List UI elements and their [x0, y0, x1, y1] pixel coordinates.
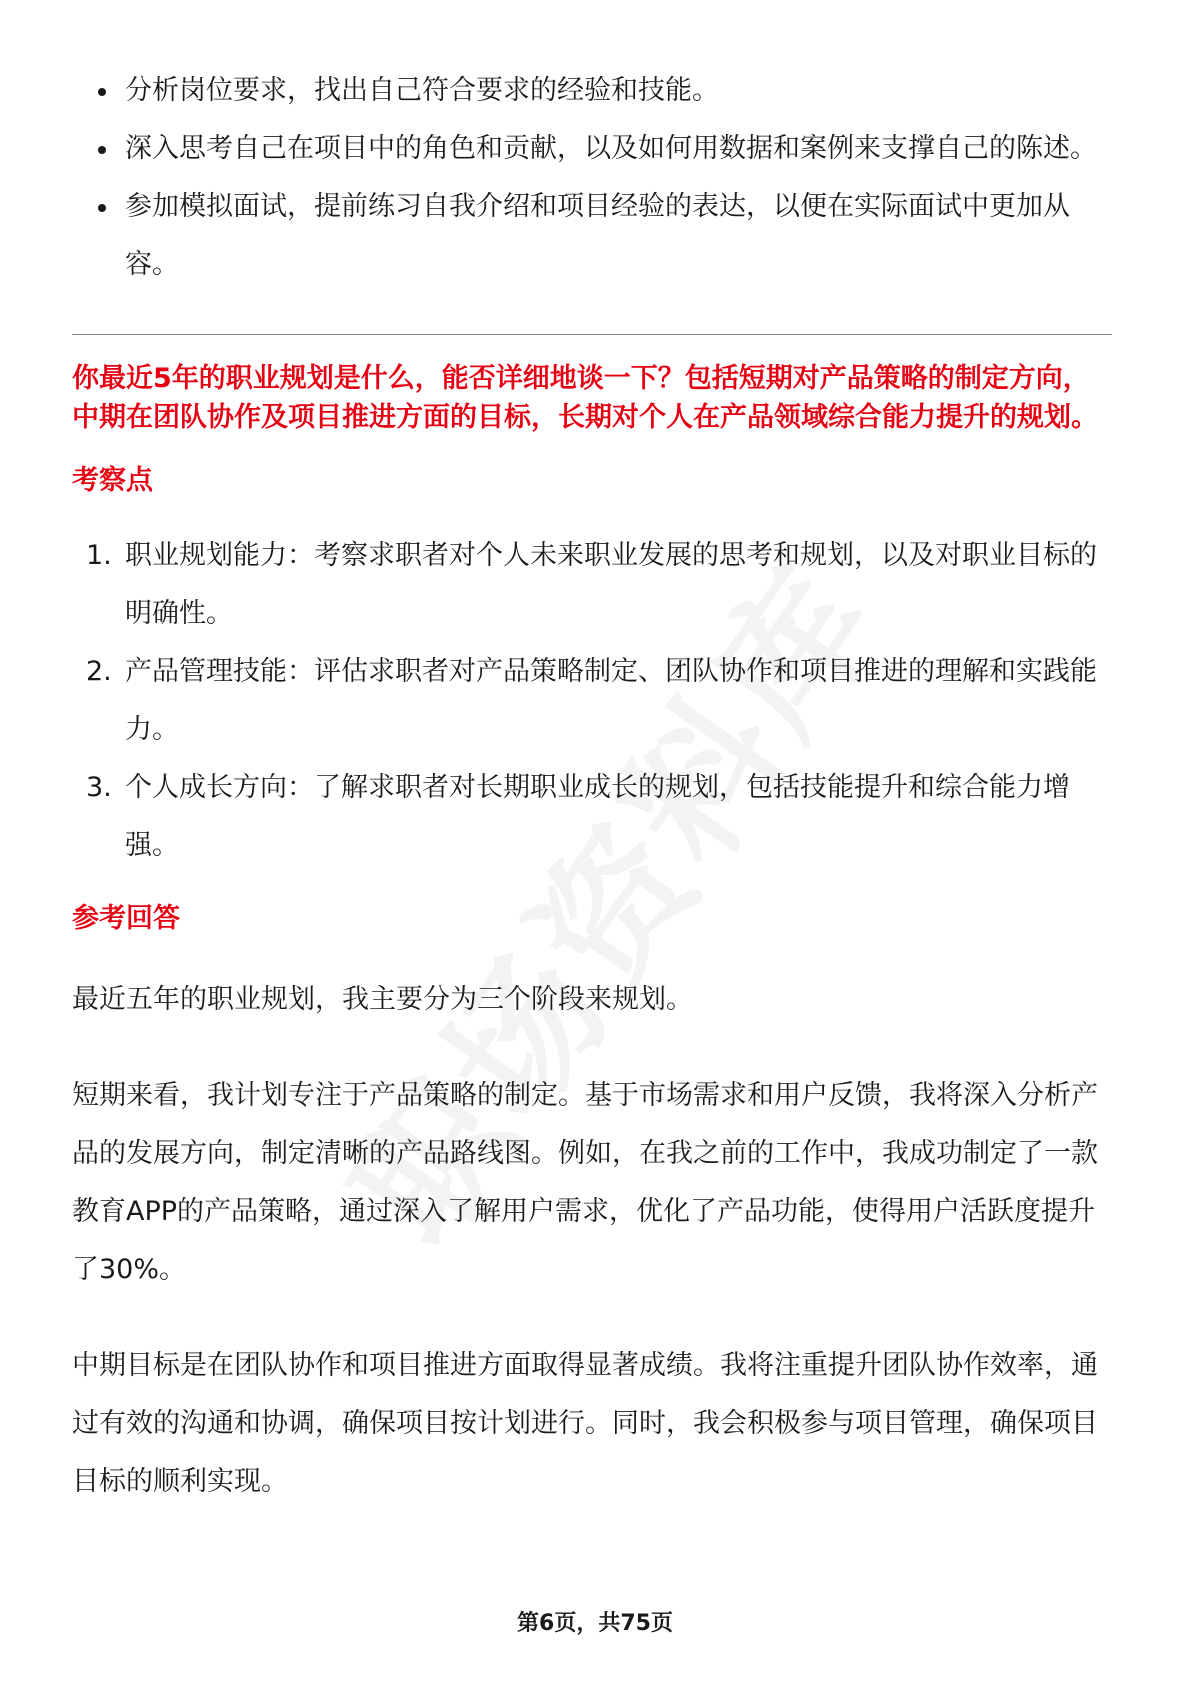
list-item: 深入思考自己在项目中的角色和贡献，以及如何用数据和案例来支撑自己的陈述。 — [72, 120, 1112, 178]
list-number: 3. — [86, 772, 112, 803]
section-divider — [72, 334, 1112, 335]
list-number: 2. — [86, 656, 112, 687]
answer-paragraph: 中期目标是在团队协作和项目推进方面取得显著成绩。我将注重提升团队协作效率，通过有效的沟通和协调，确保项目按计划进行。同时，我会积极参与项目管理，确保项目目标的顺利实现。 — [72, 1350, 1098, 1497]
list-item-text: 个人成长方向：了解求职者对长期职业成长的规划，包括技能提升和综合能力增强。 — [125, 772, 1070, 861]
list-item: 分析岗位要求，找出自己符合要求的经验和技能。 — [72, 62, 1112, 120]
list-item-text: 职业规划能力：考察求职者对个人未来职业发展的思考和规划，以及对职业目标的明确性。 — [125, 540, 1097, 629]
focus-heading: 考察点 — [72, 465, 153, 496]
answer-paragraph: 最近五年的职业规划，我主要分为三个阶段来规划。 — [72, 984, 693, 1015]
answer-paragraph: 短期来看，我计划专注于产品策略的制定。基于市场需求和用户反馈，我将深入分析产品的发展方向，制定清晰的产品路线图。例如，在我之前的工作中，我成功制定了一款教育APP的产品策略，通过深入了解用户需求，优化了产品功能，使得用户活跃度提升了30%。 — [72, 1080, 1098, 1285]
page-number: 第6页，共75页 — [517, 1611, 673, 1636]
interview-question: 你最近5年的职业规划是什么，能否详细地谈一下？包括短期对产品策略的制定方向，中期在团队协作及项目推进方面的目标，长期对个人在产品领域综合能力提升的规划。 — [72, 363, 1098, 433]
tips-list — [72, 62, 1112, 294]
list-item — [72, 643, 1112, 759]
list-item — [72, 759, 1112, 875]
list-item — [72, 527, 1112, 643]
answer-heading: 参考回答 — [72, 903, 180, 934]
list-item-text: 产品管理技能：评估求职者对产品策略制定、团队协作和项目推进的理解和实践能力。 — [125, 656, 1097, 745]
list-number: 1. — [86, 540, 112, 571]
page-content — [72, 62, 1112, 1511]
list-item: 参加模拟面试，提前练习自我介绍和项目经验的表达，以便在实际面试中更加从容。 — [72, 178, 1112, 294]
focus-list — [72, 527, 1112, 875]
